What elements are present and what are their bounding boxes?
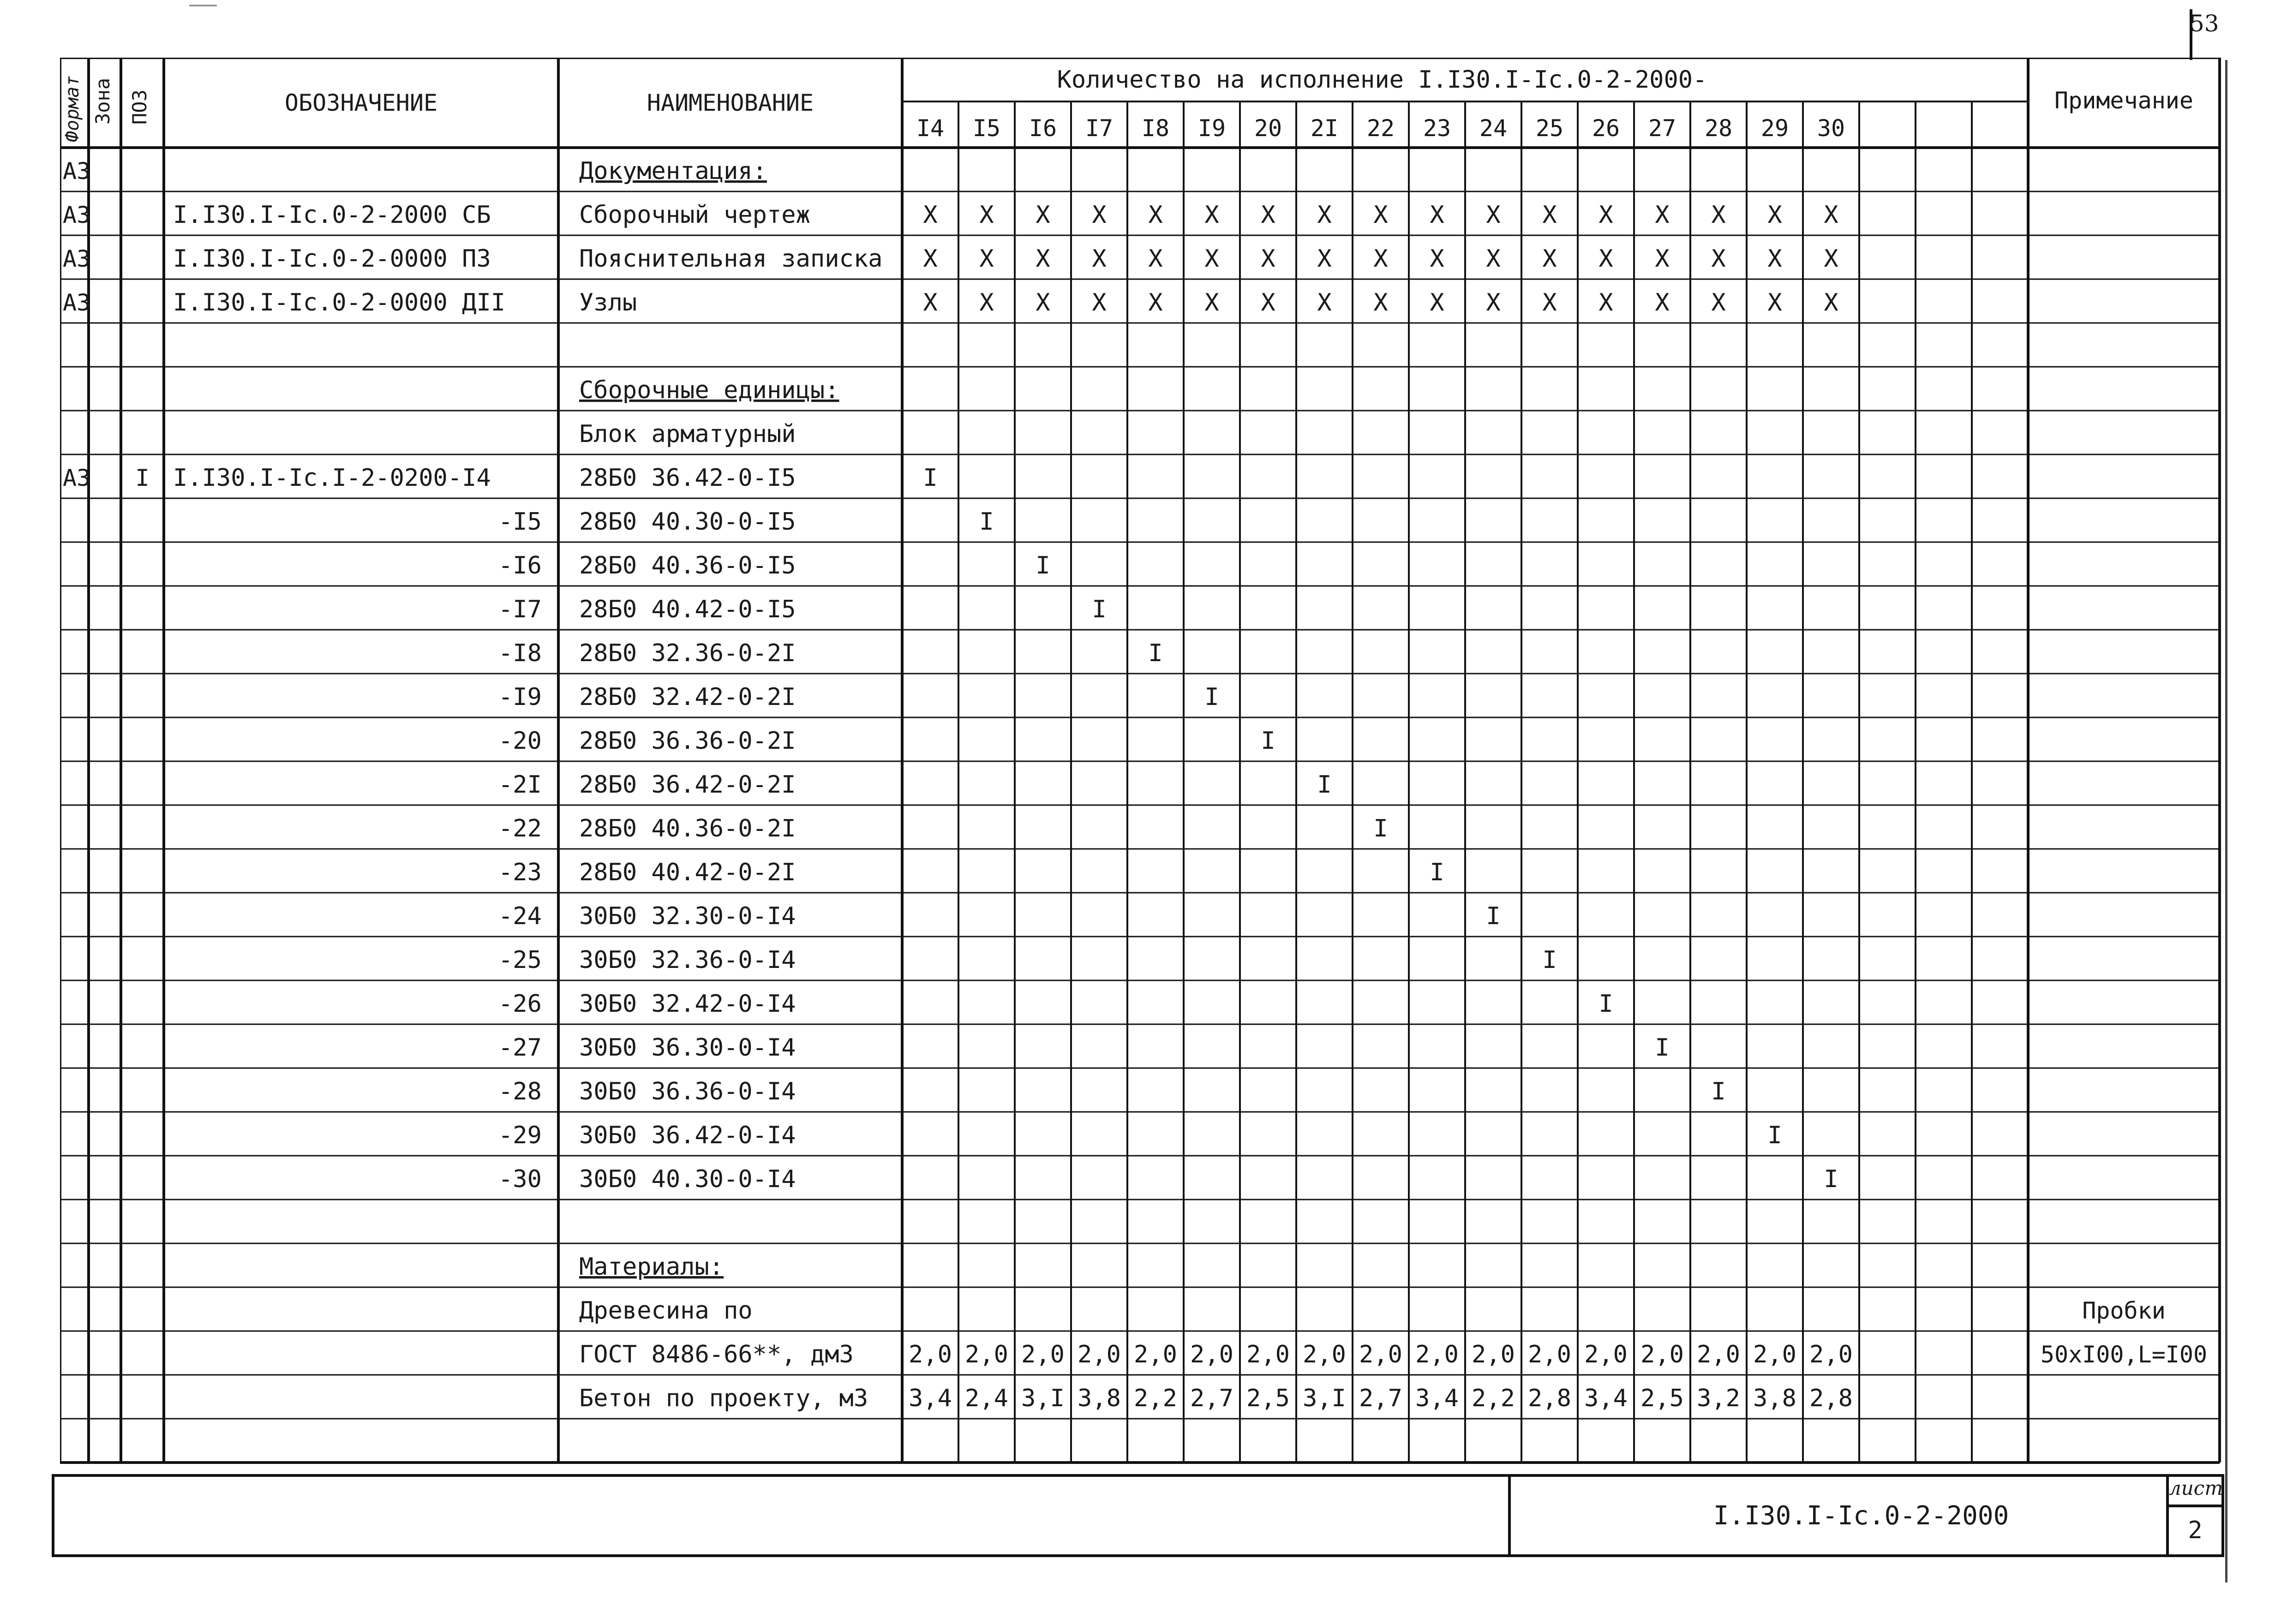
cell-quantity: I xyxy=(1373,815,1388,842)
cell-quantity: X xyxy=(1599,289,1613,316)
cell-format: A3 xyxy=(63,202,91,228)
cell-designation: -30 xyxy=(498,1165,542,1193)
cell-designation: -2I xyxy=(498,771,542,799)
header-zone: Зона xyxy=(91,78,114,125)
cell-quantity: X xyxy=(1317,201,1332,229)
cell-note: Пробки xyxy=(2082,1297,2166,1324)
cell-note: 50хI00,L=I00 xyxy=(2040,1341,2208,1368)
header-variant: 2I xyxy=(1310,115,1339,142)
cell-quantity: X xyxy=(1767,245,1782,273)
cell-format: A3 xyxy=(63,245,91,272)
cell-name: ГОСТ 8486-66**, дм3 xyxy=(579,1341,854,1368)
cell-designation: -20 xyxy=(498,727,542,755)
cell-name: Узлы xyxy=(579,289,637,316)
cell-name: 28Б0 36.36-0-2I xyxy=(579,727,796,755)
cell-quantity: 2,0 xyxy=(1021,1341,1065,1368)
cell-quantity: 3,8 xyxy=(1078,1385,1121,1412)
cell-quantity: I xyxy=(1599,990,1613,1018)
cell-designation: -27 xyxy=(498,1034,542,1062)
header-variant: 27 xyxy=(1648,115,1676,142)
cell-quantity: X xyxy=(1599,201,1613,229)
header-note: Примечание xyxy=(2054,87,2194,114)
cell-name: 30Б0 36.36-0-I4 xyxy=(579,1078,796,1105)
header-variant: I4 xyxy=(916,115,945,142)
cell-quantity: 2,0 xyxy=(1190,1341,1233,1368)
cell-name: Древесина по xyxy=(579,1297,753,1325)
cell-quantity: X xyxy=(923,245,938,273)
cell-name: 28Б0 40.42-0-I5 xyxy=(579,596,796,623)
sheet-label: лист xyxy=(2169,1477,2221,1507)
cell-quantity: I xyxy=(1711,1078,1726,1105)
document-code: I.I30.I-Ic.0-2-2000 xyxy=(1713,1500,2009,1531)
cell-designation: -29 xyxy=(498,1122,542,1149)
cell-quantity: 3,2 xyxy=(1697,1385,1740,1412)
cell-quantity: X xyxy=(1542,289,1557,316)
header-variant: I8 xyxy=(1141,115,1170,142)
cell-quantity: X xyxy=(1036,245,1050,273)
header-variant: 30 xyxy=(1817,115,1845,142)
header-variant: 23 xyxy=(1423,115,1451,142)
header-format: Формат xyxy=(62,75,83,142)
cell-quantity: 2,0 xyxy=(1697,1341,1740,1368)
cell-name: Документация: xyxy=(579,157,767,185)
sheet-number: 2 xyxy=(2188,1517,2203,1544)
cell-quantity: 2,0 xyxy=(1584,1341,1628,1368)
cell-quantity: X xyxy=(1655,245,1670,273)
cell-name: 28Б0 40.42-0-2I xyxy=(579,859,796,886)
header-variant: I9 xyxy=(1197,115,1226,142)
header-variant: 24 xyxy=(1479,115,1508,142)
cell-quantity: X xyxy=(1148,245,1163,273)
cell-designation: -23 xyxy=(498,859,542,886)
cell-quantity: I xyxy=(923,464,938,492)
cell-quantity: X xyxy=(1486,245,1501,273)
header-variant: 28 xyxy=(1704,115,1733,142)
cell-pos: I xyxy=(135,465,150,491)
cell-designation: I.I30.I-Ic.0-2-0000 ПЗ xyxy=(173,245,491,273)
cell-format: A3 xyxy=(63,158,91,185)
cell-designation: -I9 xyxy=(498,683,542,711)
cell-name: 30Б0 32.30-0-I4 xyxy=(579,902,796,930)
cell-quantity: I xyxy=(1655,1034,1670,1062)
cell-name: 30Б0 36.30-0-I4 xyxy=(579,1034,796,1062)
cell-format: A3 xyxy=(63,289,91,316)
cell-name: 28Б0 32.42-0-2I xyxy=(579,683,796,711)
cell-quantity: X xyxy=(1430,245,1444,273)
cell-name: 28Б0 32.36-0-2I xyxy=(579,639,796,667)
cell-quantity: X xyxy=(979,201,994,229)
header-variant: 20 xyxy=(1254,115,1282,142)
cell-format: A3 xyxy=(63,465,91,491)
cell-quantity: X xyxy=(1824,245,1838,273)
cell-quantity: I xyxy=(1824,1165,1838,1193)
cell-designation: -I6 xyxy=(498,552,542,579)
cell-quantity: X xyxy=(1373,245,1388,273)
cell-quantity: X xyxy=(1711,245,1726,273)
cell-name: Пояснительная записка xyxy=(579,245,883,273)
cell-quantity: I xyxy=(1486,902,1501,930)
cell-quantity: X xyxy=(1261,201,1275,229)
cell-designation: -25 xyxy=(498,946,542,974)
header-variant: 22 xyxy=(1366,115,1395,142)
cell-quantity: X xyxy=(1824,201,1838,229)
cell-name: 28Б0 40.30-0-I5 xyxy=(579,508,796,536)
cell-quantity: 3,I xyxy=(1021,1385,1065,1412)
cell-quantity: 2,0 xyxy=(909,1341,952,1368)
cell-quantity: X xyxy=(1148,201,1163,229)
right-margin-rule xyxy=(2225,60,2227,1582)
cell-quantity: 2,0 xyxy=(1753,1341,1796,1368)
cell-name: Материалы: xyxy=(579,1253,724,1281)
header-variant: I5 xyxy=(972,115,1001,142)
header-variant: 25 xyxy=(1535,115,1564,142)
cell-name: Сборочные единицы: xyxy=(579,376,839,404)
cell-quantity: 3,4 xyxy=(1584,1385,1628,1412)
cell-designation: -I5 xyxy=(498,508,542,536)
cell-quantity: I xyxy=(1204,683,1219,711)
cell-designation: -24 xyxy=(498,902,542,930)
cell-quantity: 2,0 xyxy=(1246,1341,1290,1368)
cell-quantity: X xyxy=(1092,245,1107,273)
header-name: НАИМЕНОВАНИЕ xyxy=(647,90,814,116)
cell-quantity: X xyxy=(1317,245,1332,273)
cell-quantity: X xyxy=(1486,289,1501,316)
cell-quantity: I xyxy=(1767,1122,1782,1149)
cell-designation: -22 xyxy=(498,815,542,842)
cell-quantity: 2,4 xyxy=(965,1385,1008,1412)
cell-quantity: I xyxy=(1430,859,1444,886)
cell-quantity: X xyxy=(1261,245,1275,273)
cell-quantity: X xyxy=(923,201,938,229)
cell-quantity: I xyxy=(1036,552,1050,579)
cell-quantity: 2,7 xyxy=(1359,1385,1402,1412)
cell-quantity: X xyxy=(1599,245,1613,273)
cell-name: Блок арматурный xyxy=(579,420,796,448)
cell-quantity: 2,0 xyxy=(1809,1341,1853,1368)
cell-name: 30Б0 36.42-0-I4 xyxy=(579,1122,796,1149)
cell-name: 30Б0 32.36-0-I4 xyxy=(579,946,796,974)
cell-quantity: I xyxy=(1317,771,1332,799)
cell-name: Сборочный чертеж xyxy=(579,201,810,229)
cell-quantity: X xyxy=(1824,289,1838,316)
cell-quantity: X xyxy=(1148,289,1163,316)
top-mark xyxy=(189,5,217,6)
header-pos: ПОЗ xyxy=(128,90,151,125)
cell-quantity: X xyxy=(1486,201,1501,229)
cell-quantity: 3,8 xyxy=(1753,1385,1796,1412)
cell-quantity: X xyxy=(1317,289,1332,316)
cell-designation: -26 xyxy=(498,990,542,1018)
cell-designation: -I8 xyxy=(498,639,542,667)
title-block xyxy=(52,1474,2224,1557)
cell-quantity: 2,0 xyxy=(1640,1341,1684,1368)
cell-quantity: X xyxy=(1767,201,1782,229)
cell-name: 30Б0 40.30-0-I4 xyxy=(579,1165,796,1193)
cell-quantity: 3,4 xyxy=(909,1385,952,1412)
cell-name: 28Б0 36.42-0-2I xyxy=(579,771,796,799)
cell-name: 28Б0 40.36-0-2I xyxy=(579,815,796,842)
cell-quantity: 2,0 xyxy=(1472,1341,1515,1368)
cell-quantity: I xyxy=(1261,727,1275,755)
cell-quantity: X xyxy=(923,289,938,316)
cell-name: 28Б0 36.42-0-I5 xyxy=(579,464,796,492)
cell-quantity: 2,8 xyxy=(1809,1385,1853,1412)
header-quantity: Количество на исполнение I.I30.I-Ic.0-2-2000- xyxy=(1057,66,1707,94)
cell-designation: I.I30.I-Ic.I-2-0200-I4 xyxy=(173,464,491,492)
cell-quantity: 2,0 xyxy=(1134,1341,1177,1368)
cell-quantity: 2,8 xyxy=(1528,1385,1571,1412)
cell-quantity: 2,2 xyxy=(1472,1385,1515,1412)
cell-quantity: I xyxy=(1092,596,1107,623)
cell-designation: -I7 xyxy=(498,596,542,623)
cell-quantity: X xyxy=(1261,289,1275,316)
header-designation: ОБОЗНАЧЕНИЕ xyxy=(284,90,438,116)
cell-quantity: X xyxy=(1711,201,1726,229)
cell-quantity: X xyxy=(1373,289,1388,316)
cell-quantity: 2,0 xyxy=(965,1341,1008,1368)
cell-quantity: X xyxy=(1655,289,1670,316)
cell-quantity: 2,5 xyxy=(1640,1385,1684,1412)
cell-name: 30Б0 32.42-0-I4 xyxy=(579,990,796,1018)
header-variant: 29 xyxy=(1760,115,1789,142)
cell-quantity: 2,0 xyxy=(1415,1341,1459,1368)
cell-quantity: 2,0 xyxy=(1078,1341,1121,1368)
header-variant: I6 xyxy=(1029,115,1057,142)
header-variant: 26 xyxy=(1592,115,1620,142)
cell-quantity: X xyxy=(1204,201,1219,229)
cell-quantity: 2,2 xyxy=(1134,1385,1177,1412)
sheet-box xyxy=(2166,1477,2221,1554)
cell-quantity: 2,0 xyxy=(1359,1341,1402,1368)
cell-quantity: X xyxy=(1655,201,1670,229)
cell-quantity: X xyxy=(1542,245,1557,273)
cell-designation: I.I30.I-Ic.0-2-2000 СБ xyxy=(173,201,491,229)
cell-quantity: X xyxy=(1092,201,1107,229)
cell-quantity: 3,I xyxy=(1303,1385,1346,1412)
cell-quantity: 2,0 xyxy=(1303,1341,1346,1368)
cell-quantity: X xyxy=(1204,245,1219,273)
cell-quantity: 3,4 xyxy=(1415,1385,1459,1412)
cell-name: 28Б0 40.36-0-I5 xyxy=(579,552,796,579)
cell-quantity: X xyxy=(1430,201,1444,229)
cell-quantity: X xyxy=(1767,289,1782,316)
cell-quantity: 2,7 xyxy=(1190,1385,1233,1412)
cell-quantity: X xyxy=(1036,289,1050,316)
page-number: 53 xyxy=(2190,10,2219,37)
header-variant: I7 xyxy=(1085,115,1114,142)
cell-quantity: X xyxy=(1542,201,1557,229)
cell-quantity: X xyxy=(1036,201,1050,229)
cell-quantity: X xyxy=(1373,201,1388,229)
cell-quantity: I xyxy=(1542,946,1557,974)
specification-table xyxy=(60,58,2224,1474)
cell-designation: I.I30.I-Ic.0-2-0000 ДII xyxy=(173,289,506,316)
cell-quantity: I xyxy=(979,508,994,536)
cell-quantity: 2,5 xyxy=(1246,1385,1290,1412)
cell-quantity: X xyxy=(979,245,994,273)
cell-quantity: X xyxy=(1430,289,1444,316)
cell-name: Бетон по проекту, м3 xyxy=(579,1385,868,1412)
cell-quantity: X xyxy=(979,289,994,316)
cell-designation: -28 xyxy=(498,1078,542,1105)
cell-quantity: X xyxy=(1204,289,1219,316)
cell-quantity: X xyxy=(1092,289,1107,316)
cell-quantity: X xyxy=(1711,289,1726,316)
cell-quantity: I xyxy=(1148,639,1163,667)
cell-quantity: 2,0 xyxy=(1528,1341,1571,1368)
